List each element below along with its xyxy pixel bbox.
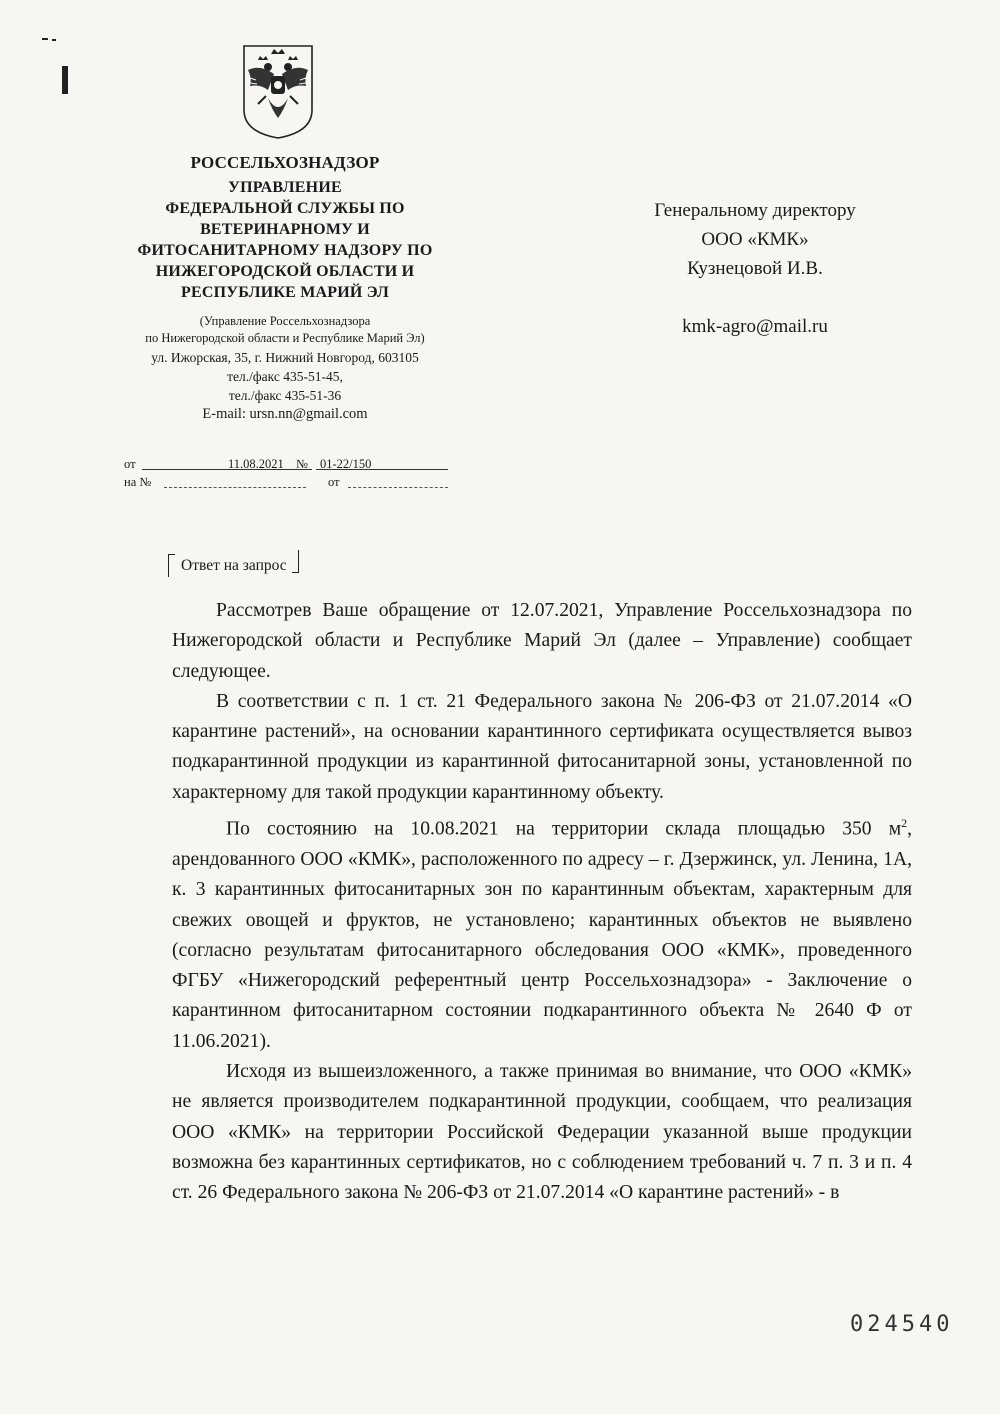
letter-subject [168,554,299,577]
subject-text: Ответ на запрос [181,556,287,574]
paragraph [172,808,912,1057]
registration-block [124,455,464,491]
phone-line: тел./факс 435-51-36 [228,388,342,403]
short-name-line: (Управление Россельхознадзора [199,314,371,328]
dashed-underline [164,473,306,488]
paragraph: Исходя из вышеизложенного, а также принимая во внимание, что ООО «КМК» не является производителем подкарантинной продукции, сообщаем, что реализация ООО «КМК» на территории Российской Федерации указанной выше продукции возможна без карантинных сертификатов, но с соблюдением требований ч. 7 п. 3 и п. 4 ст. 26 Федерального закона № 206-ФЗ от 21.07.2014 «О карантине растений» - в [172,1060,912,1204]
number-label: № [296,457,308,471]
org-email-line: E-mail: ursn.nn@gmail.com [202,406,368,422]
organization-contacts [100,312,470,424]
addressee-email: kmk-agro@mail.ru [682,316,828,337]
scan-mark [62,66,68,94]
form-serial-number: 024540 [850,1312,954,1337]
addressee-block [600,196,910,283]
scan-mark [42,38,48,40]
letter-date: 11.08.2021 [228,457,284,471]
dashed-underline [348,473,448,488]
org-line: ФЕДЕРАЛЬНОЙ СЛУЖБЫ ПО [165,200,405,217]
coat-of-arms-emblem [238,40,318,140]
underline [142,455,312,470]
phone-line: тел./факс 435-51-45, [227,369,343,384]
addressee-position: Генеральному директору [654,200,856,221]
addressee-company: ООО «КМК» [701,229,809,250]
org-line: ВЕТЕРИНАРНОМУ И [200,221,370,238]
corner-bracket-right [292,550,299,573]
address-line: ул. Ижорская, 35, г. Нижний Новгород, 603105 [151,350,419,365]
reference-label: на № [124,475,152,489]
letter-number: 01-22/150 [320,457,372,471]
superscript: 2 [901,816,908,831]
addressee-name: Кузнецовой И.В. [687,258,823,279]
reference-row [124,473,464,491]
outgoing-number-row [124,455,464,473]
reference-from-label: от [328,475,340,489]
org-line: УПРАВЛЕНИЕ [228,179,342,196]
paragraph-part: , арендованного ООО «КМК», расположенного по адресу – г. Дзержинск, ул. Ленина, 1А, к. 3 карантинных фитосанитарных зон по карантинным объектам, характерным для свежих овощей и фруктов, не установлено; карантинных объектов не выявлено (согласно результатам фитосанитарного обследования ООО «КМК», проведенного ФГБУ «Нижегородский референтный центр Россельхознадзора» - Заключение о карантинном фитосанитарном состоянии подкарантинного объекта № 2640 Ф от 11.06.2021). [172,818,912,1052]
org-line: РОССЕЛЬХОЗНАДЗОР [190,153,380,172]
org-line: НИЖЕГОРОДСКОЙ ОБЛАСТИ И [155,263,415,280]
letter-body [172,596,912,1208]
paragraph: В соответствии с п. 1 ст. 21 Федерального закона № 206-ФЗ от 21.07.2014 «О карантине растений», на основании карантинного сертификата осуществляется вывоз подкарантинной продукции из карантинной фитосанитарной зоны, установленной по характерному для такой продукции карантинному объекту. [172,690,912,803]
paragraph-part: По состоянию на 10.08.2021 на территории склада площадью 350 м [226,818,902,840]
org-line: РЕСПУБЛИКЕ МАРИЙ ЭЛ [181,284,389,301]
corner-bracket-left [168,554,175,577]
from-label: от [124,457,136,471]
organization-header [100,152,470,303]
paragraph: Рассмотрев Ваше обращение от 12.07.2021, Управление Россельхознадзора по Нижегородской области и Республике Марий Эл (далее – Управление) сообщает следующее. [172,600,912,682]
org-line: ФИТОСАНИТАРНОМУ НАДЗОРУ ПО [137,242,433,259]
scan-mark [52,39,56,41]
short-name-line: по Нижегородской области и Республике Марий Эл) [145,331,425,345]
